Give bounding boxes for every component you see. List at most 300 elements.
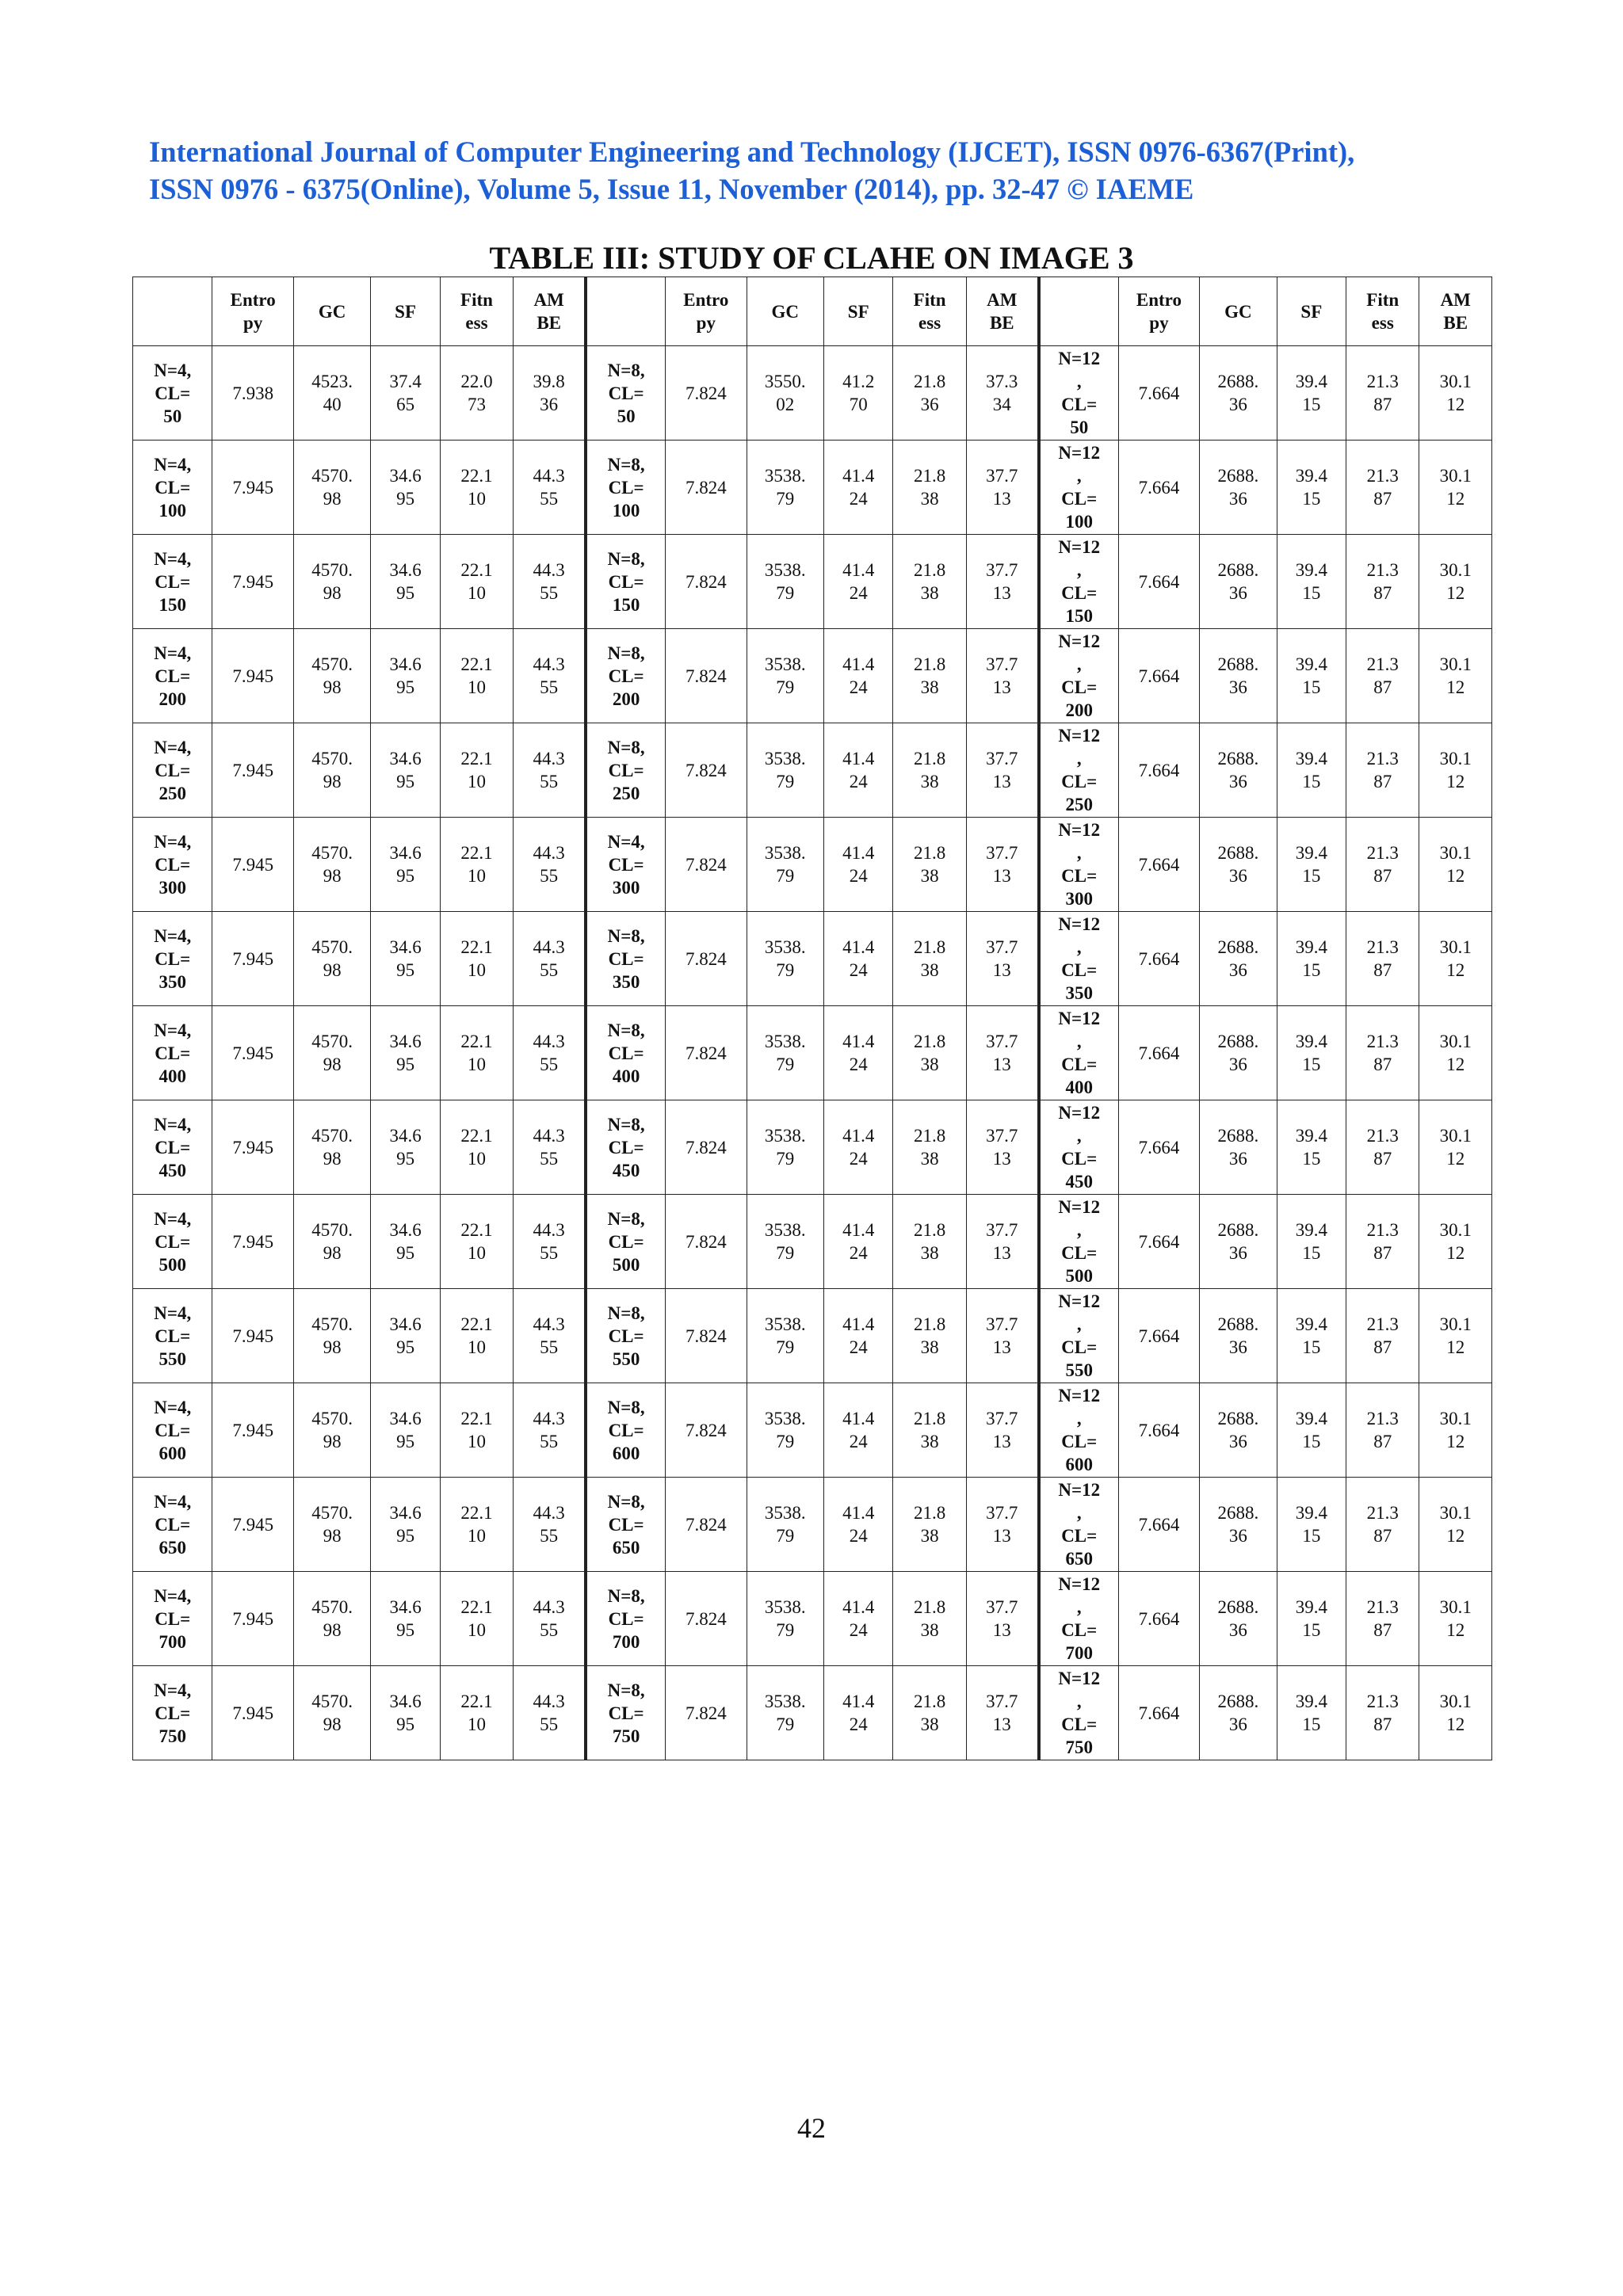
value-cell: 7.824 (666, 723, 747, 818)
value-cell: 44.3 55 (514, 1100, 586, 1195)
value-cell: 41.4 24 (824, 535, 893, 629)
value-cell: 7.824 (666, 1006, 747, 1100)
value-cell: 30.1 12 (1419, 1289, 1492, 1383)
value-cell: 7.945 (212, 912, 293, 1006)
column-header: Fitn ess (440, 277, 513, 346)
value-cell: 21.3 87 (1346, 1289, 1419, 1383)
value-cell: 3538. 79 (747, 629, 823, 723)
value-cell: 37.7 13 (966, 629, 1038, 723)
value-cell: 7.945 (212, 1572, 293, 1666)
row-label-cell: N=4, CL= 650 (133, 1478, 212, 1572)
value-cell: 7.945 (212, 1006, 293, 1100)
table-row (133, 1289, 1492, 1383)
row-label-cell: N=8, CL= 600 (586, 1383, 665, 1478)
value-cell: 7.945 (212, 1100, 293, 1195)
value-cell: 44.3 55 (514, 1289, 586, 1383)
value-cell: 7.945 (212, 441, 293, 535)
row-label-cell: N=4, CL= 100 (133, 441, 212, 535)
value-cell: 4570. 98 (293, 1195, 370, 1289)
value-cell: 44.3 55 (514, 1572, 586, 1666)
value-cell: 37.3 34 (966, 346, 1038, 441)
value-cell: 3538. 79 (747, 1100, 823, 1195)
value-cell: 4570. 98 (293, 1100, 370, 1195)
column-header: SF (824, 277, 893, 346)
value-cell: 7.938 (212, 346, 293, 441)
value-cell: 7.664 (1118, 723, 1199, 818)
table-row (133, 1006, 1492, 1100)
value-cell: 7.945 (212, 723, 293, 818)
value-cell: 30.1 12 (1419, 912, 1492, 1006)
value-cell: 7.664 (1118, 1666, 1199, 1760)
value-cell: 7.664 (1118, 1478, 1199, 1572)
value-cell: 37.7 13 (966, 1289, 1038, 1383)
value-cell: 30.1 12 (1419, 1383, 1492, 1478)
journal-header-line-2: ISSN 0976 - 6375(Online), Volume 5, Issue 11, November (2014), pp. 32-47 © IAEME (149, 173, 1194, 205)
value-cell: 7.945 (212, 629, 293, 723)
value-cell: 3538. 79 (747, 1666, 823, 1760)
value-cell: 34.6 95 (371, 441, 440, 535)
value-cell: 44.3 55 (514, 1478, 586, 1572)
value-cell: 7.945 (212, 1666, 293, 1760)
value-cell: 3538. 79 (747, 535, 823, 629)
value-cell: 21.8 38 (893, 1195, 966, 1289)
value-cell: 41.4 24 (824, 1195, 893, 1289)
row-label-cell: N=4, CL= 200 (133, 629, 212, 723)
value-cell: 30.1 12 (1419, 1100, 1492, 1195)
value-cell: 7.824 (666, 1478, 747, 1572)
table-row (133, 441, 1492, 535)
value-cell: 21.3 87 (1346, 1383, 1419, 1478)
value-cell: 2688. 36 (1200, 1100, 1277, 1195)
value-cell: 7.824 (666, 535, 747, 629)
column-header: Fitn ess (1346, 277, 1419, 346)
value-cell: 21.3 87 (1346, 346, 1419, 441)
value-cell: 21.8 38 (893, 1383, 966, 1478)
value-cell: 37.7 13 (966, 1383, 1038, 1478)
value-cell: 41.4 24 (824, 1289, 893, 1383)
table-row (133, 535, 1492, 629)
value-cell: 21.8 38 (893, 1006, 966, 1100)
value-cell: 3538. 79 (747, 1006, 823, 1100)
value-cell: 21.3 87 (1346, 912, 1419, 1006)
value-cell: 2688. 36 (1200, 1666, 1277, 1760)
value-cell: 44.3 55 (514, 629, 586, 723)
value-cell: 7.664 (1118, 1006, 1199, 1100)
value-cell: 37.7 13 (966, 1006, 1038, 1100)
value-cell: 22.1 10 (440, 1195, 513, 1289)
value-cell: 41.4 24 (824, 912, 893, 1006)
value-cell: 7.824 (666, 629, 747, 723)
table-row (133, 912, 1492, 1006)
row-label-cell: N=4, CL= 250 (133, 723, 212, 818)
value-cell: 2688. 36 (1200, 1383, 1277, 1478)
value-cell: 2688. 36 (1200, 723, 1277, 818)
value-cell: 2688. 36 (1200, 441, 1277, 535)
value-cell: 21.8 38 (893, 912, 966, 1006)
value-cell: 21.8 38 (893, 1572, 966, 1666)
journal-header-line-1: International Journal of Computer Engineering and Technology (IJCET), ISSN 0976-6367(Print), (149, 135, 1355, 168)
value-cell: 37.4 65 (371, 346, 440, 441)
value-cell: 3538. 79 (747, 1289, 823, 1383)
row-label-cell: N=12 , CL= 500 (1039, 1195, 1118, 1289)
value-cell: 4570. 98 (293, 912, 370, 1006)
value-cell: 3538. 79 (747, 1383, 823, 1478)
value-cell: 4570. 98 (293, 723, 370, 818)
value-cell: 37.7 13 (966, 1572, 1038, 1666)
value-cell: 2688. 36 (1200, 818, 1277, 912)
row-label-cell: N=4, CL= 300 (586, 818, 665, 912)
value-cell: 37.7 13 (966, 723, 1038, 818)
value-cell: 7.945 (212, 818, 293, 912)
value-cell: 44.3 55 (514, 1383, 586, 1478)
row-label-cell: N=8, CL= 550 (586, 1289, 665, 1383)
value-cell: 41.4 24 (824, 723, 893, 818)
value-cell: 4570. 98 (293, 1383, 370, 1478)
value-cell: 22.1 10 (440, 1478, 513, 1572)
value-cell: 34.6 95 (371, 818, 440, 912)
value-cell: 41.4 24 (824, 1100, 893, 1195)
row-label-cell: N=8, CL= 150 (586, 535, 665, 629)
header-blank-cell (586, 277, 665, 346)
value-cell: 34.6 95 (371, 1100, 440, 1195)
header-blank-cell (1039, 277, 1118, 346)
row-label-cell: N=8, CL= 50 (586, 346, 665, 441)
row-label-cell: N=12 , CL= 100 (1039, 441, 1118, 535)
value-cell: 7.824 (666, 1572, 747, 1666)
row-label-cell: N=12 , CL= 600 (1039, 1383, 1118, 1478)
value-cell: 22.1 10 (440, 1006, 513, 1100)
row-label-cell: N=4, CL= 600 (133, 1383, 212, 1478)
value-cell: 21.3 87 (1346, 1478, 1419, 1572)
value-cell: 7.664 (1118, 1383, 1199, 1478)
value-cell: 21.8 38 (893, 535, 966, 629)
row-label-cell: N=8, CL= 100 (586, 441, 665, 535)
row-label-cell: N=8, CL= 750 (586, 1666, 665, 1760)
value-cell: 39.4 15 (1277, 629, 1346, 723)
table-row (133, 1478, 1492, 1572)
row-label-cell: N=4, CL= 500 (133, 1195, 212, 1289)
value-cell: 22.1 10 (440, 818, 513, 912)
value-cell: 7.664 (1118, 535, 1199, 629)
value-cell: 7.824 (666, 912, 747, 1006)
value-cell: 21.3 87 (1346, 1100, 1419, 1195)
value-cell: 39.4 15 (1277, 818, 1346, 912)
table-row (133, 346, 1492, 441)
value-cell: 41.2 70 (824, 346, 893, 441)
value-cell: 39.4 15 (1277, 912, 1346, 1006)
value-cell: 22.1 10 (440, 1666, 513, 1760)
value-cell: 21.3 87 (1346, 723, 1419, 818)
value-cell: 7.664 (1118, 346, 1199, 441)
value-cell: 3550. 02 (747, 346, 823, 441)
value-cell: 37.7 13 (966, 1195, 1038, 1289)
value-cell: 3538. 79 (747, 723, 823, 818)
value-cell: 30.1 12 (1419, 1195, 1492, 1289)
value-cell: 37.7 13 (966, 912, 1038, 1006)
value-cell: 37.7 13 (966, 818, 1038, 912)
value-cell: 34.6 95 (371, 1666, 440, 1760)
value-cell: 2688. 36 (1200, 912, 1277, 1006)
value-cell: 41.4 24 (824, 1572, 893, 1666)
row-label-cell: N=8, CL= 700 (586, 1572, 665, 1666)
value-cell: 34.6 95 (371, 1289, 440, 1383)
value-cell: 7.945 (212, 1383, 293, 1478)
column-header: Fitn ess (893, 277, 966, 346)
row-label-cell: N=8, CL= 350 (586, 912, 665, 1006)
value-cell: 39.4 15 (1277, 1572, 1346, 1666)
value-cell: 22.1 10 (440, 1572, 513, 1666)
table-header-row (133, 277, 1492, 346)
row-label-cell: N=12 , CL= 200 (1039, 629, 1118, 723)
column-header: AM BE (1419, 277, 1492, 346)
header-blank-cell (133, 277, 212, 346)
value-cell: 7.664 (1118, 1195, 1199, 1289)
value-cell: 4570. 98 (293, 629, 370, 723)
value-cell: 39.4 15 (1277, 1006, 1346, 1100)
value-cell: 21.3 87 (1346, 1572, 1419, 1666)
value-cell: 7.945 (212, 1195, 293, 1289)
value-cell: 4570. 98 (293, 1478, 370, 1572)
row-label-cell: N=12 , CL= 50 (1039, 346, 1118, 441)
value-cell: 7.945 (212, 535, 293, 629)
value-cell: 39.4 15 (1277, 1478, 1346, 1572)
table-row (133, 1666, 1492, 1760)
column-header: AM BE (514, 277, 586, 346)
value-cell: 30.1 12 (1419, 1478, 1492, 1572)
value-cell: 7.824 (666, 1289, 747, 1383)
row-label-cell: N=12 , CL= 150 (1039, 535, 1118, 629)
value-cell: 4570. 98 (293, 818, 370, 912)
value-cell: 30.1 12 (1419, 1006, 1492, 1100)
table-row (133, 1100, 1492, 1195)
value-cell: 30.1 12 (1419, 818, 1492, 912)
row-label-cell: N=8, CL= 650 (586, 1478, 665, 1572)
table-row (133, 723, 1492, 818)
row-label-cell: N=8, CL= 200 (586, 629, 665, 723)
value-cell: 30.1 12 (1419, 1666, 1492, 1760)
value-cell: 4570. 98 (293, 1666, 370, 1760)
row-label-cell: N=8, CL= 250 (586, 723, 665, 818)
row-label-cell: N=4, CL= 400 (133, 1006, 212, 1100)
value-cell: 30.1 12 (1419, 629, 1492, 723)
value-cell: 39.4 15 (1277, 1383, 1346, 1478)
value-cell: 34.6 95 (371, 629, 440, 723)
value-cell: 7.664 (1118, 441, 1199, 535)
value-cell: 7.824 (666, 818, 747, 912)
value-cell: 21.3 87 (1346, 1666, 1419, 1760)
journal-header (149, 133, 1512, 208)
value-cell: 30.1 12 (1419, 346, 1492, 441)
value-cell: 21.8 38 (893, 1100, 966, 1195)
value-cell: 39.4 15 (1277, 1100, 1346, 1195)
value-cell: 21.3 87 (1346, 629, 1419, 723)
value-cell: 7.824 (666, 1666, 747, 1760)
value-cell: 7.664 (1118, 1289, 1199, 1383)
value-cell: 21.8 38 (893, 818, 966, 912)
row-label-cell: N=12 , CL= 450 (1039, 1100, 1118, 1195)
value-cell: 2688. 36 (1200, 535, 1277, 629)
value-cell: 41.4 24 (824, 818, 893, 912)
value-cell: 22.1 10 (440, 1100, 513, 1195)
value-cell: 22.1 10 (440, 1289, 513, 1383)
column-header: Entro py (212, 277, 293, 346)
row-label-cell: N=12 , CL= 300 (1039, 818, 1118, 912)
value-cell: 34.6 95 (371, 723, 440, 818)
value-cell: 22.1 10 (440, 1383, 513, 1478)
value-cell: 21.3 87 (1346, 1195, 1419, 1289)
row-label-cell: N=4, CL= 300 (133, 818, 212, 912)
value-cell: 30.1 12 (1419, 1572, 1492, 1666)
value-cell: 37.7 13 (966, 1100, 1038, 1195)
value-cell: 7.824 (666, 346, 747, 441)
value-cell: 2688. 36 (1200, 1289, 1277, 1383)
value-cell: 7.664 (1118, 1100, 1199, 1195)
value-cell: 44.3 55 (514, 818, 586, 912)
value-cell: 3538. 79 (747, 441, 823, 535)
value-cell: 34.6 95 (371, 1478, 440, 1572)
row-label-cell: N=12 , CL= 650 (1039, 1478, 1118, 1572)
table-row (133, 818, 1492, 912)
value-cell: 30.1 12 (1419, 723, 1492, 818)
column-header: AM BE (966, 277, 1038, 346)
value-cell: 2688. 36 (1200, 1006, 1277, 1100)
value-cell: 22.0 73 (440, 346, 513, 441)
value-cell: 3538. 79 (747, 912, 823, 1006)
value-cell: 39.4 15 (1277, 346, 1346, 441)
value-cell: 39.4 15 (1277, 1195, 1346, 1289)
value-cell: 7.664 (1118, 818, 1199, 912)
column-header: GC (1200, 277, 1277, 346)
value-cell: 2688. 36 (1200, 346, 1277, 441)
value-cell: 21.8 38 (893, 441, 966, 535)
value-cell: 39.8 36 (514, 346, 586, 441)
row-label-cell: N=4, CL= 750 (133, 1666, 212, 1760)
value-cell: 2688. 36 (1200, 1478, 1277, 1572)
value-cell: 34.6 95 (371, 1006, 440, 1100)
value-cell: 30.1 12 (1419, 535, 1492, 629)
value-cell: 39.4 15 (1277, 723, 1346, 818)
value-cell: 41.4 24 (824, 1666, 893, 1760)
value-cell: 41.4 24 (824, 441, 893, 535)
row-label-cell: N=4, CL= 450 (133, 1100, 212, 1195)
row-label-cell: N=4, CL= 350 (133, 912, 212, 1006)
row-label-cell: N=12 , CL= 350 (1039, 912, 1118, 1006)
value-cell: 4570. 98 (293, 441, 370, 535)
value-cell: 34.6 95 (371, 1572, 440, 1666)
value-cell: 7.824 (666, 1383, 747, 1478)
value-cell: 37.7 13 (966, 441, 1038, 535)
value-cell: 2688. 36 (1200, 629, 1277, 723)
table-row (133, 1572, 1492, 1666)
value-cell: 34.6 95 (371, 535, 440, 629)
value-cell: 7.664 (1118, 1572, 1199, 1666)
value-cell: 21.8 38 (893, 1666, 966, 1760)
column-header: SF (1277, 277, 1346, 346)
value-cell: 7.664 (1118, 912, 1199, 1006)
value-cell: 2688. 36 (1200, 1572, 1277, 1666)
row-label-cell: N=12 , CL= 400 (1039, 1006, 1118, 1100)
value-cell: 39.4 15 (1277, 441, 1346, 535)
column-header: Entro py (1118, 277, 1199, 346)
value-cell: 37.7 13 (966, 1478, 1038, 1572)
column-header: Entro py (666, 277, 747, 346)
value-cell: 41.4 24 (824, 1478, 893, 1572)
value-cell: 44.3 55 (514, 723, 586, 818)
value-cell: 37.7 13 (966, 535, 1038, 629)
value-cell: 21.3 87 (1346, 1006, 1419, 1100)
page-number: 42 (797, 2112, 826, 2144)
value-cell: 34.6 95 (371, 1383, 440, 1478)
value-cell: 44.3 55 (514, 1195, 586, 1289)
value-cell: 44.3 55 (514, 441, 586, 535)
column-header: GC (747, 277, 823, 346)
clahe-results-table (132, 277, 1492, 1760)
value-cell: 7.824 (666, 1195, 747, 1289)
value-cell: 39.4 15 (1277, 1666, 1346, 1760)
value-cell: 4570. 98 (293, 535, 370, 629)
value-cell: 22.1 10 (440, 723, 513, 818)
column-header: SF (371, 277, 440, 346)
value-cell: 41.4 24 (824, 1006, 893, 1100)
value-cell: 44.3 55 (514, 1006, 586, 1100)
row-label-cell: N=4, CL= 50 (133, 346, 212, 441)
row-label-cell: N=4, CL= 700 (133, 1572, 212, 1666)
row-label-cell: N=8, CL= 400 (586, 1006, 665, 1100)
value-cell: 4570. 98 (293, 1006, 370, 1100)
row-label-cell: N=12 , CL= 550 (1039, 1289, 1118, 1383)
value-cell: 3538. 79 (747, 1195, 823, 1289)
table-row (133, 629, 1492, 723)
value-cell: 21.8 38 (893, 629, 966, 723)
row-label-cell: N=12 , CL= 250 (1039, 723, 1118, 818)
row-label-cell: N=12 , CL= 700 (1039, 1572, 1118, 1666)
value-cell: 7.945 (212, 1478, 293, 1572)
value-cell: 22.1 10 (440, 535, 513, 629)
column-header: GC (293, 277, 370, 346)
value-cell: 21.8 38 (893, 1478, 966, 1572)
value-cell: 34.6 95 (371, 1195, 440, 1289)
value-cell: 44.3 55 (514, 1666, 586, 1760)
value-cell: 7.824 (666, 441, 747, 535)
table-row (133, 1195, 1492, 1289)
value-cell: 30.1 12 (1419, 441, 1492, 535)
value-cell: 3538. 79 (747, 818, 823, 912)
value-cell: 21.8 36 (893, 346, 966, 441)
table-row (133, 1383, 1492, 1478)
value-cell: 21.3 87 (1346, 818, 1419, 912)
value-cell: 21.8 38 (893, 723, 966, 818)
value-cell: 7.824 (666, 1100, 747, 1195)
value-cell: 41.4 24 (824, 629, 893, 723)
value-cell: 21.3 87 (1346, 535, 1419, 629)
value-cell: 22.1 10 (440, 912, 513, 1006)
row-label-cell: N=8, CL= 500 (586, 1195, 665, 1289)
table-body (133, 346, 1492, 1760)
table-title: TABLE III: STUDY OF CLAHE ON IMAGE 3 (489, 240, 1134, 276)
value-cell: 4570. 98 (293, 1572, 370, 1666)
value-cell: 37.7 13 (966, 1666, 1038, 1760)
row-label-cell: N=12 , CL= 750 (1039, 1666, 1118, 1760)
value-cell: 21.8 38 (893, 1289, 966, 1383)
row-label-cell: N=4, CL= 550 (133, 1289, 212, 1383)
value-cell: 39.4 15 (1277, 1289, 1346, 1383)
row-label-cell: N=8, CL= 450 (586, 1100, 665, 1195)
value-cell: 7.664 (1118, 629, 1199, 723)
value-cell: 22.1 10 (440, 629, 513, 723)
value-cell: 7.945 (212, 1289, 293, 1383)
value-cell: 2688. 36 (1200, 1195, 1277, 1289)
value-cell: 44.3 55 (514, 912, 586, 1006)
